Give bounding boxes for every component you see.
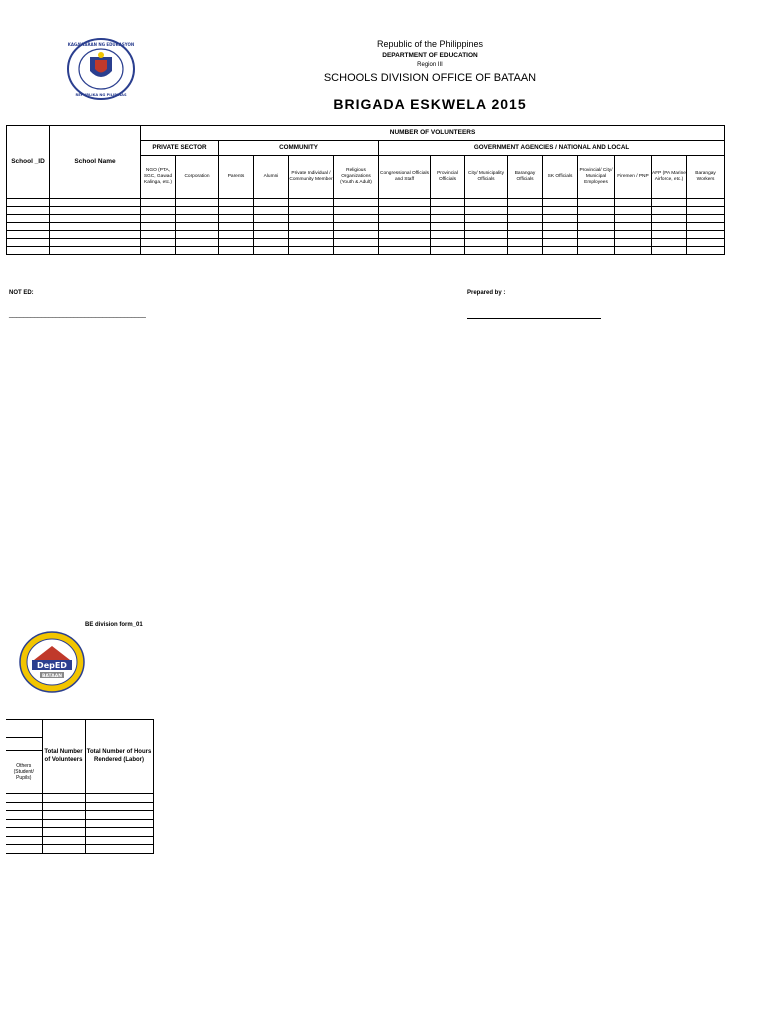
table-row bbox=[7, 239, 725, 247]
table-row bbox=[6, 828, 153, 837]
table-cell bbox=[219, 223, 254, 231]
table-cell bbox=[687, 231, 725, 239]
table-cell bbox=[578, 239, 615, 247]
table-cell bbox=[6, 794, 42, 803]
private-sector-header: PRIVATE SECTOR bbox=[141, 141, 219, 156]
table-cell bbox=[219, 239, 254, 247]
seal-ring-bottom: REPUBLIKA NG PILIPINAS bbox=[75, 93, 127, 97]
total-hours-header: Total Number of Hours Rendered (Labor) bbox=[85, 720, 153, 794]
table-cell bbox=[465, 239, 508, 247]
noted-label: NOT ED: bbox=[9, 290, 34, 296]
prepared-signature-line bbox=[467, 318, 601, 319]
table-cell bbox=[379, 199, 431, 207]
table-cell bbox=[176, 239, 219, 247]
table-cell bbox=[615, 239, 652, 247]
table-cell bbox=[85, 845, 153, 854]
table-row bbox=[7, 231, 725, 239]
table-cell bbox=[141, 215, 176, 223]
table-cell bbox=[431, 215, 465, 223]
office-text: SCHOOLS DIVISION OFFICE OF BATAAN bbox=[323, 72, 537, 84]
table-row bbox=[6, 794, 153, 803]
table-cell bbox=[141, 223, 176, 231]
table-cell bbox=[687, 199, 725, 207]
table-cell bbox=[219, 199, 254, 207]
table-cell bbox=[465, 247, 508, 255]
table-cell bbox=[254, 199, 289, 207]
table-cell bbox=[85, 811, 153, 820]
table-cell bbox=[289, 247, 334, 255]
volunteers-table bbox=[6, 125, 725, 255]
table-cell bbox=[543, 215, 578, 223]
table-cell bbox=[7, 239, 50, 247]
table-cell bbox=[6, 811, 42, 820]
table-cell bbox=[652, 223, 687, 231]
table-cell bbox=[7, 247, 50, 255]
table-cell bbox=[379, 239, 431, 247]
table-row bbox=[6, 802, 153, 811]
table-cell bbox=[508, 239, 543, 247]
table-cell bbox=[289, 199, 334, 207]
table-cell bbox=[141, 199, 176, 207]
table-cell bbox=[379, 215, 431, 223]
table-cell bbox=[543, 231, 578, 239]
table-cell bbox=[42, 819, 85, 828]
table-body bbox=[7, 199, 725, 255]
table-cell bbox=[334, 215, 379, 223]
school-name-header: School Name bbox=[50, 126, 141, 199]
table-cell bbox=[652, 231, 687, 239]
table-row bbox=[6, 819, 153, 828]
table-cell bbox=[465, 231, 508, 239]
table-cell bbox=[254, 207, 289, 215]
table-cell bbox=[254, 215, 289, 223]
table-cell bbox=[219, 215, 254, 223]
table-cell bbox=[431, 199, 465, 207]
table-cell bbox=[465, 215, 508, 223]
table-cell bbox=[543, 247, 578, 255]
table-cell bbox=[6, 802, 42, 811]
department-text: DEPARTMENT OF EDUCATION bbox=[382, 52, 478, 59]
table-cell bbox=[334, 223, 379, 231]
region-text: Region III bbox=[417, 62, 443, 68]
table-cell bbox=[6, 819, 42, 828]
col-corporation: Corporation bbox=[176, 156, 219, 199]
table-cell bbox=[85, 828, 153, 837]
deped-logo-text: DepED bbox=[37, 661, 67, 670]
table-row bbox=[7, 215, 725, 223]
col-barangay-workers: Barangay Workers bbox=[687, 156, 725, 199]
table-cell bbox=[615, 231, 652, 239]
table-cell bbox=[652, 215, 687, 223]
table-cell bbox=[85, 794, 153, 803]
table-cell bbox=[334, 207, 379, 215]
table-cell bbox=[508, 247, 543, 255]
table-cell bbox=[6, 828, 42, 837]
table-row bbox=[7, 207, 725, 215]
blank-cell bbox=[6, 738, 42, 751]
table-cell bbox=[254, 239, 289, 247]
table-cell bbox=[578, 199, 615, 207]
table-cell bbox=[615, 247, 652, 255]
government-header: GOVERNMENT AGENCIES / NATIONAL AND LOCAL bbox=[379, 141, 725, 156]
table-cell bbox=[7, 223, 50, 231]
table-row bbox=[6, 836, 153, 845]
col-others: Others (Student/ Pupils) bbox=[6, 751, 42, 794]
table-cell bbox=[379, 247, 431, 255]
table-cell bbox=[141, 231, 176, 239]
deped-bataan-logo-icon bbox=[18, 630, 86, 694]
table-cell bbox=[431, 207, 465, 215]
col-sk-officials: SK Officials bbox=[543, 156, 578, 199]
table-cell bbox=[687, 239, 725, 247]
table-cell bbox=[50, 231, 141, 239]
republic-text: Republic of the Philippines bbox=[376, 39, 484, 49]
table-cell bbox=[465, 207, 508, 215]
table-cell bbox=[141, 239, 176, 247]
table-cell bbox=[508, 207, 543, 215]
school-id-header: School _ID bbox=[7, 126, 50, 199]
page-title: BRIGADA ESKWELA 2015 bbox=[333, 96, 527, 112]
noted-signature-line: ______________________________________ bbox=[9, 311, 146, 318]
table-cell bbox=[615, 215, 652, 223]
table-cell bbox=[431, 247, 465, 255]
table-cell bbox=[219, 247, 254, 255]
table-cell bbox=[42, 828, 85, 837]
table-cell bbox=[465, 223, 508, 231]
table-cell bbox=[652, 207, 687, 215]
table-cell bbox=[334, 199, 379, 207]
table-cell bbox=[176, 223, 219, 231]
table-cell bbox=[7, 215, 50, 223]
table-cell bbox=[85, 802, 153, 811]
blank-cell bbox=[6, 720, 42, 738]
table-cell bbox=[465, 199, 508, 207]
col-private-individual: Private Individual / Community Member bbox=[289, 156, 334, 199]
table-cell bbox=[379, 223, 431, 231]
table-cell bbox=[141, 247, 176, 255]
table-cell bbox=[254, 247, 289, 255]
table-cell bbox=[176, 215, 219, 223]
table-cell bbox=[6, 836, 42, 845]
table-cell bbox=[578, 231, 615, 239]
table-cell bbox=[379, 207, 431, 215]
table-cell bbox=[254, 223, 289, 231]
seal-ring-top: KAGAWARAN NG EDUKASYON bbox=[67, 42, 135, 47]
totals-table bbox=[6, 719, 154, 854]
table-cell bbox=[42, 794, 85, 803]
table-cell bbox=[50, 207, 141, 215]
col-afp: AFP (PA Marine Airforce, etc.) bbox=[652, 156, 687, 199]
table-cell bbox=[289, 207, 334, 215]
table-cell bbox=[7, 207, 50, 215]
table-cell bbox=[176, 231, 219, 239]
table-cell bbox=[42, 836, 85, 845]
table-cell bbox=[687, 207, 725, 215]
col-city-officials: City/ Municipality Officials bbox=[465, 156, 508, 199]
community-header: COMMUNITY bbox=[219, 141, 379, 156]
table-cell bbox=[50, 223, 141, 231]
table-cell bbox=[176, 247, 219, 255]
table-cell bbox=[50, 239, 141, 247]
table-cell bbox=[578, 247, 615, 255]
col-barangay-officials: Barangay Officials bbox=[508, 156, 543, 199]
number-of-volunteers-header: NUMBER OF VOLUNTEERS bbox=[141, 126, 725, 141]
col-provincial-officials: Provincial Officials bbox=[431, 156, 465, 199]
col-ngo: NGO (PTA, SGC, Gawad Kalinga, etc.) bbox=[141, 156, 176, 199]
table-cell bbox=[615, 207, 652, 215]
table-cell bbox=[578, 207, 615, 215]
table-cell bbox=[85, 836, 153, 845]
table-cell bbox=[42, 811, 85, 820]
prepared-by-label: Prepared by : bbox=[467, 290, 506, 296]
table-cell bbox=[578, 223, 615, 231]
table-row bbox=[7, 199, 725, 207]
col-alumni: Alumni bbox=[254, 156, 289, 199]
table-cell bbox=[219, 207, 254, 215]
table-cell bbox=[50, 247, 141, 255]
table-cell bbox=[50, 215, 141, 223]
table-cell bbox=[176, 207, 219, 215]
table-cell bbox=[176, 199, 219, 207]
table-cell bbox=[508, 215, 543, 223]
table-row bbox=[6, 811, 153, 820]
deped-seal-icon bbox=[66, 37, 136, 101]
col-employees: Provincial/ City/ Municipal Employees bbox=[578, 156, 615, 199]
col-firemen-pnp: Firemen / PNP bbox=[615, 156, 652, 199]
table-cell bbox=[254, 231, 289, 239]
table-row bbox=[7, 247, 725, 255]
col-congressional: Congressional Officials and Staff bbox=[379, 156, 431, 199]
table-cell bbox=[543, 207, 578, 215]
table-cell bbox=[334, 231, 379, 239]
table-cell bbox=[543, 239, 578, 247]
total-volunteers-header: Total Number of Volunteers bbox=[42, 720, 85, 794]
table-row bbox=[6, 845, 153, 854]
table-cell bbox=[615, 199, 652, 207]
table-cell bbox=[652, 239, 687, 247]
table-cell bbox=[7, 231, 50, 239]
table-cell bbox=[508, 223, 543, 231]
col-parents: Parents bbox=[219, 156, 254, 199]
table-cell bbox=[85, 819, 153, 828]
table-cell bbox=[508, 231, 543, 239]
table-cell bbox=[652, 199, 687, 207]
table-row bbox=[7, 223, 725, 231]
table-cell bbox=[543, 223, 578, 231]
col-religious: Religious Organizations (Youth & Adult) bbox=[334, 156, 379, 199]
table-cell bbox=[687, 247, 725, 255]
table-cell bbox=[219, 231, 254, 239]
table-cell bbox=[431, 223, 465, 231]
table-cell bbox=[42, 802, 85, 811]
form-label: BE division form_01 bbox=[85, 622, 143, 628]
table-cell bbox=[289, 239, 334, 247]
table-cell bbox=[334, 247, 379, 255]
table-cell bbox=[508, 199, 543, 207]
table-cell bbox=[687, 215, 725, 223]
table-cell bbox=[289, 231, 334, 239]
table-cell bbox=[615, 223, 652, 231]
table-cell bbox=[6, 845, 42, 854]
table-cell bbox=[141, 207, 176, 215]
table-cell bbox=[289, 215, 334, 223]
table-cell bbox=[578, 215, 615, 223]
table-cell bbox=[42, 845, 85, 854]
deped-logo-sub: BATAAN bbox=[41, 674, 63, 679]
table-cell bbox=[289, 223, 334, 231]
table-cell bbox=[687, 223, 725, 231]
table-cell bbox=[431, 239, 465, 247]
table-cell bbox=[431, 231, 465, 239]
totals-table-body bbox=[6, 794, 153, 854]
table-cell bbox=[543, 199, 578, 207]
table-cell bbox=[334, 239, 379, 247]
table-cell bbox=[7, 199, 50, 207]
table-cell bbox=[652, 247, 687, 255]
table-cell bbox=[379, 231, 431, 239]
table-cell bbox=[50, 199, 141, 207]
